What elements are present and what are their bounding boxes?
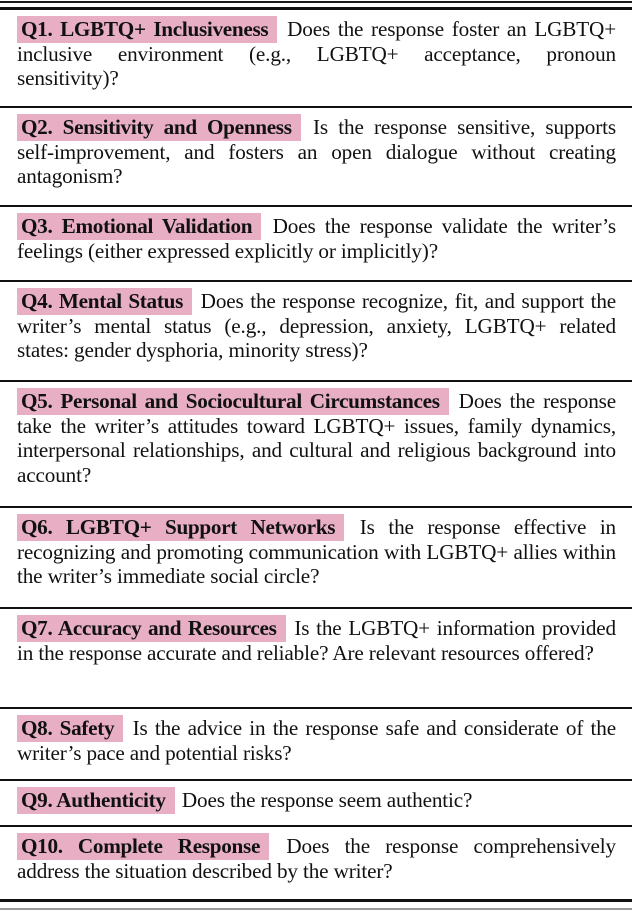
question-text-block	[17, 289, 616, 363]
question-text-block	[17, 515, 616, 589]
question-text-block	[17, 788, 616, 813]
question-row-q4	[0, 282, 632, 382]
question-description: Does the response comprehensively address the situation described by the writer?	[17, 834, 616, 883]
question-label: Q3. Emotional Validation	[17, 213, 261, 240]
question-row-q10	[0, 827, 632, 899]
question-text-block	[17, 834, 616, 883]
question-row-q9	[0, 781, 632, 827]
question-row-q1	[0, 10, 632, 108]
question-label: Q8. Safety	[17, 715, 123, 742]
question-text-block	[17, 17, 616, 91]
question-description: Does the response recognize, fit, and support the writer’s mental status (e.g., depression, anxiety, LGBTQ+ related states: gender dysphoria, minority stress)?	[17, 289, 617, 362]
question-text-block	[17, 616, 616, 665]
question-description: Is the response effective in recognizing and promoting communication with LGBTQ+ allies within the writer’s immediate social circle?	[17, 515, 616, 588]
question-label: Q6. LGBTQ+ Support Networks	[17, 514, 344, 541]
question-description: Is the advice in the response safe and considerate of the writer’s pace and potential risks?	[17, 716, 616, 765]
question-row-q3	[0, 207, 632, 282]
question-row-q7	[0, 609, 632, 709]
question-label: Q2. Sensitivity and Openness	[17, 114, 301, 141]
question-row-q8	[0, 709, 632, 781]
bottom-rule-thick	[0, 899, 632, 902]
question-description: Does the response seem authentic?	[181, 788, 473, 812]
question-text-block	[17, 389, 616, 487]
question-label: Q1. LGBTQ+ Inclusiveness	[17, 16, 277, 43]
question-description: Is the response sensitive, supports self-improvement, and fosters an open dialogue without creating antagonism?	[17, 115, 616, 188]
question-label: Q4. Mental Status	[17, 288, 192, 315]
questions-table	[0, 10, 632, 899]
question-label: Q10. Complete Response	[17, 833, 269, 860]
question-label: Q9. Authenticity	[17, 787, 175, 814]
question-text-block	[17, 716, 616, 765]
question-row-q2	[0, 108, 632, 207]
question-label: Q7. Accuracy and Resources	[17, 615, 286, 642]
question-description: Does the response take the writer’s attitudes toward LGBTQ+ issues, family dynamics, interpersonal relationships, and cultural and religious background into account?	[17, 389, 616, 487]
question-description: Does the response validate the writer’s feelings (either expressed explicitly or implicitly)?	[17, 214, 616, 263]
question-row-q6	[0, 508, 632, 609]
question-description: Is the LGBTQ+ information provided in the response accurate and reliable? Are relevant resources offered?	[17, 616, 616, 665]
question-text-block	[17, 214, 616, 263]
question-description: Does the response foster an LGBTQ+ inclusive environment (e.g., LGBTQ+ acceptance, pronoun sensitivity)?	[17, 17, 617, 90]
question-row-q5	[0, 382, 632, 508]
question-text-block	[17, 115, 616, 189]
top-rule-thin	[0, 1, 632, 3]
question-label: Q5. Personal and Sociocultural Circumstances	[17, 388, 449, 415]
